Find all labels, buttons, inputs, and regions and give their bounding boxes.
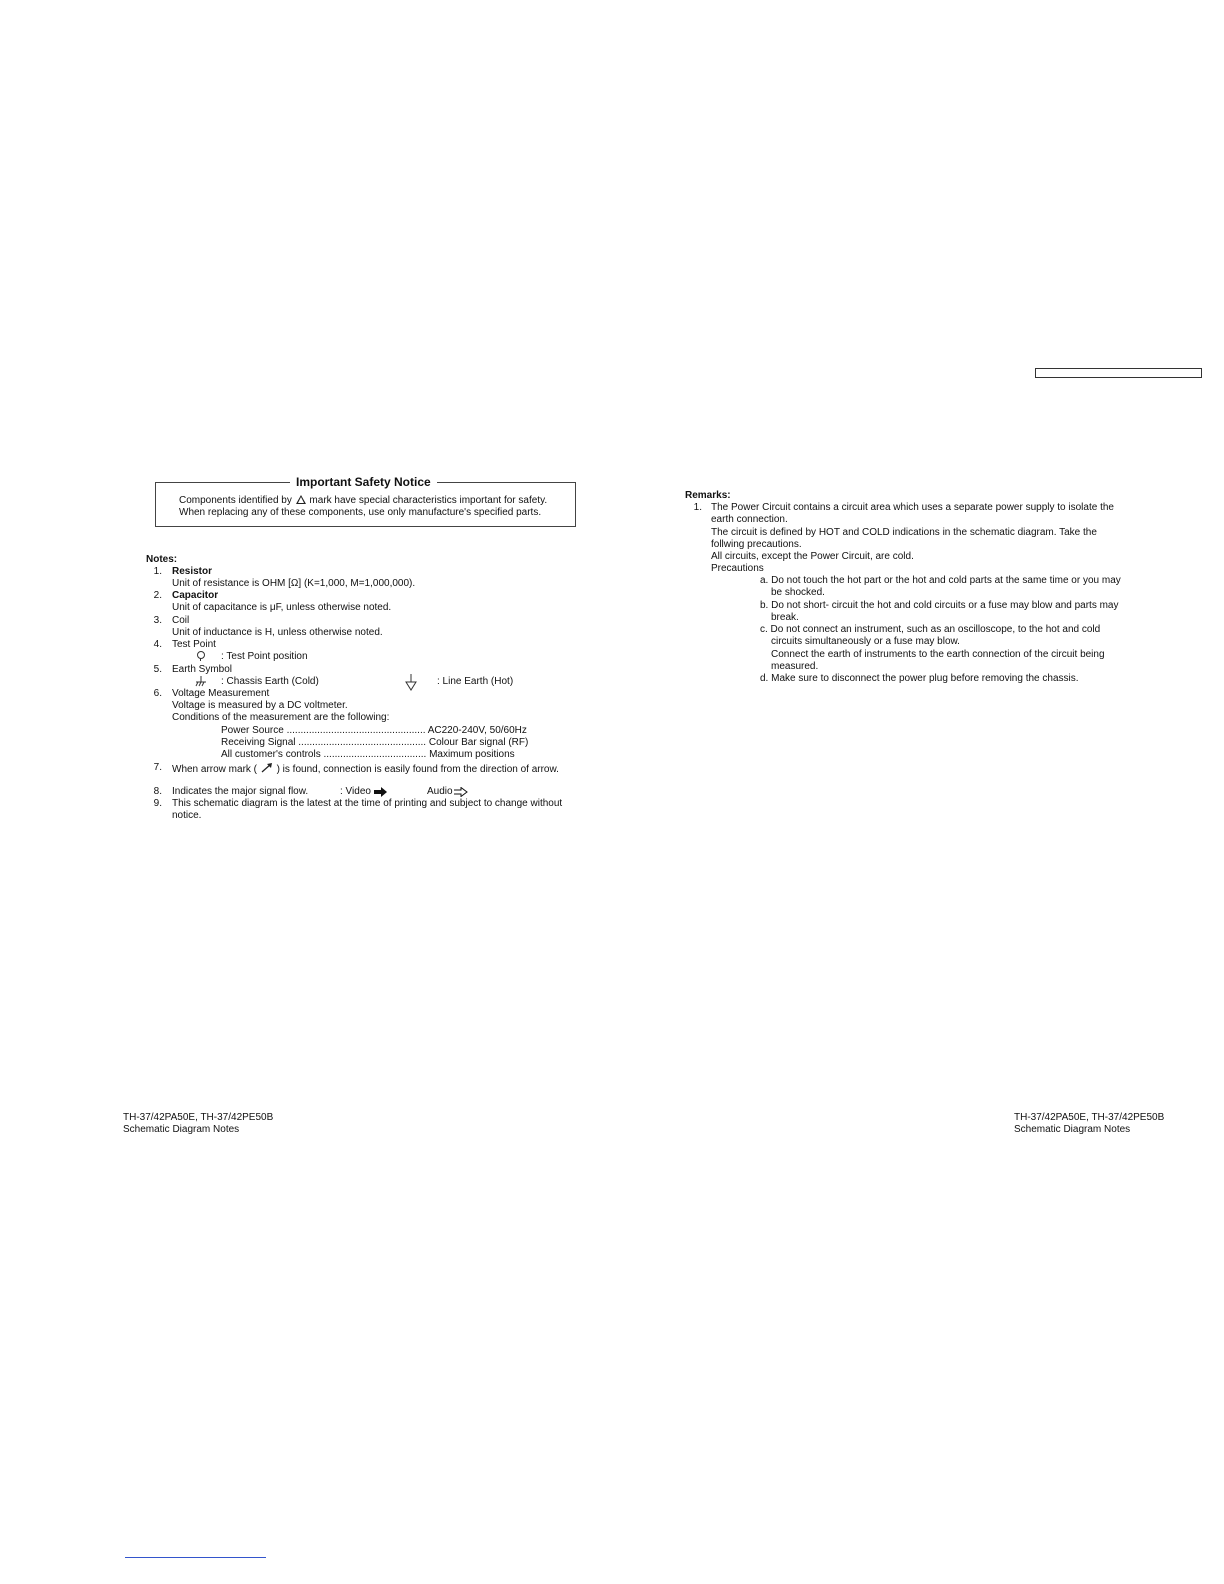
footer-left-title: Schematic Diagram Notes xyxy=(123,1124,240,1135)
signal-flow-text: Indicates the major signal flow. xyxy=(172,786,309,797)
precaution-c-line1: c. Do not connect an instrument, such as an oscilloscope, to the hot and cold xyxy=(760,624,1101,635)
precautions-title: Precautions xyxy=(711,563,764,574)
schematic-text1: This schematic diagram is the latest at the time of printing and subject to change without xyxy=(172,798,563,809)
resistor-title: Resistor xyxy=(172,566,213,577)
safety-notice-line2: When replacing any of these components, use only manufacture's specified parts. xyxy=(179,507,542,518)
resistor-text: Unit of resistance is OHM [Ω] (K=1,000, M=1,000,000). xyxy=(172,578,416,589)
voltage-title: Voltage Measurement xyxy=(172,688,270,699)
remark-line5: All circuits, except the Power Circuit, are cold. xyxy=(711,551,914,562)
note-number: 7. xyxy=(153,762,162,773)
capacitor-title: Capacitor xyxy=(172,590,219,601)
capacitor-text: Unit of capacitance is μF, unless otherwise noted. xyxy=(172,602,392,613)
footer-left-model: TH-37/42PA50E, TH-37/42PE50B xyxy=(123,1112,274,1123)
coil-title: Coil xyxy=(172,615,190,626)
condition-receiving-signal: Receiving Signal .............................................. Colour Bar signal (RF) xyxy=(221,737,529,748)
footer-right-model: TH-37/42PA50E, TH-37/42PE50B xyxy=(1014,1112,1165,1123)
note-number: 5. xyxy=(153,664,162,675)
voltage-text2: Conditions of the measurement are the following: xyxy=(172,712,390,723)
precaution-c-line4: measured. xyxy=(771,661,819,672)
arrow-note xyxy=(172,762,559,776)
test-point-icon xyxy=(197,651,205,659)
connection-arrow-icon xyxy=(260,762,274,773)
footer-link-underline[interactable] xyxy=(125,1557,266,1558)
audio-arrow-icon xyxy=(454,787,468,797)
precaution-c-line3: Connect the earth of instruments to the earth connection of the circuit being xyxy=(771,649,1105,660)
line-earth-icon xyxy=(404,674,418,692)
video-arrow-icon xyxy=(374,787,388,797)
safety-line1-post: mark have special characteristics important for safety. xyxy=(309,495,548,506)
coil-text: Unit of inductance is H, unless otherwise noted. xyxy=(172,627,383,638)
note-number: 6. xyxy=(153,688,162,699)
remark-line1: The Power Circuit contains a circuit area which uses a separate power supply to isolate the xyxy=(711,502,1114,513)
remarks-heading: Remarks: xyxy=(685,490,731,501)
remark-line2: earth connection. xyxy=(711,514,788,525)
testpoint-text: : Test Point position xyxy=(221,651,308,662)
line-earth-text: : Line Earth (Hot) xyxy=(437,676,514,687)
remark-line4: follwing precautions. xyxy=(711,539,802,550)
condition-customer-controls: All customer's controls ..................................... Maximum positions xyxy=(221,749,515,760)
note-number: 9. xyxy=(153,798,162,809)
precaution-a-line1: a. Do not touch the hot part or the hot and cold parts at the same time or you may xyxy=(760,575,1121,586)
precaution-a-line2: be shocked. xyxy=(771,587,825,598)
schematic-text2: notice. xyxy=(172,810,202,821)
note-number: 1. xyxy=(153,566,162,577)
remark-number: 1. xyxy=(693,502,702,513)
testpoint-title: Test Point xyxy=(172,639,216,650)
safety-line1-pre: Components identified by xyxy=(179,495,292,506)
note-number: 2. xyxy=(153,590,162,601)
footer-right-title: Schematic Diagram Notes xyxy=(1014,1124,1131,1135)
precaution-b-line2: break. xyxy=(771,612,799,623)
safety-notice-line1 xyxy=(179,494,547,507)
precaution-c-line2: circuits simultaneously or a fuse may blow. xyxy=(771,636,960,647)
arrow-note-pre: When arrow mark ( xyxy=(172,764,258,775)
warning-triangle-icon xyxy=(296,495,306,504)
precaution-d-line1: d. Make sure to disconnect the power plug before removing the chassis. xyxy=(760,673,1079,684)
safety-notice-title: Important Safety Notice xyxy=(290,475,437,489)
audio-label: Audio xyxy=(427,786,453,797)
video-label: : Video xyxy=(340,786,371,797)
precaution-b-line1: b. Do not short- circuit the hot and cold circuits or a fuse may blow and parts may xyxy=(760,600,1119,611)
voltage-text1: Voltage is measured by a DC voltmeter. xyxy=(172,700,348,711)
chassis-earth-text: : Chassis Earth (Cold) xyxy=(221,676,319,687)
earth-title: Earth Symbol xyxy=(172,664,233,675)
note-number: 8. xyxy=(153,786,162,797)
notes-heading: Notes: xyxy=(146,554,178,565)
note-number: 4. xyxy=(153,639,162,650)
note-number: 3. xyxy=(153,615,162,626)
condition-power-source: Power Source .................................................. AC220-240V, 50/60Hz xyxy=(221,725,527,736)
chassis-earth-icon xyxy=(195,676,207,688)
arrow-note-post: ) is found, connection is easily found from the direction of arrow. xyxy=(276,764,559,775)
header-label-box xyxy=(1035,368,1202,378)
remark-line3: The circuit is defined by HOT and COLD indications in the schematic diagram. Take the xyxy=(711,527,1097,538)
